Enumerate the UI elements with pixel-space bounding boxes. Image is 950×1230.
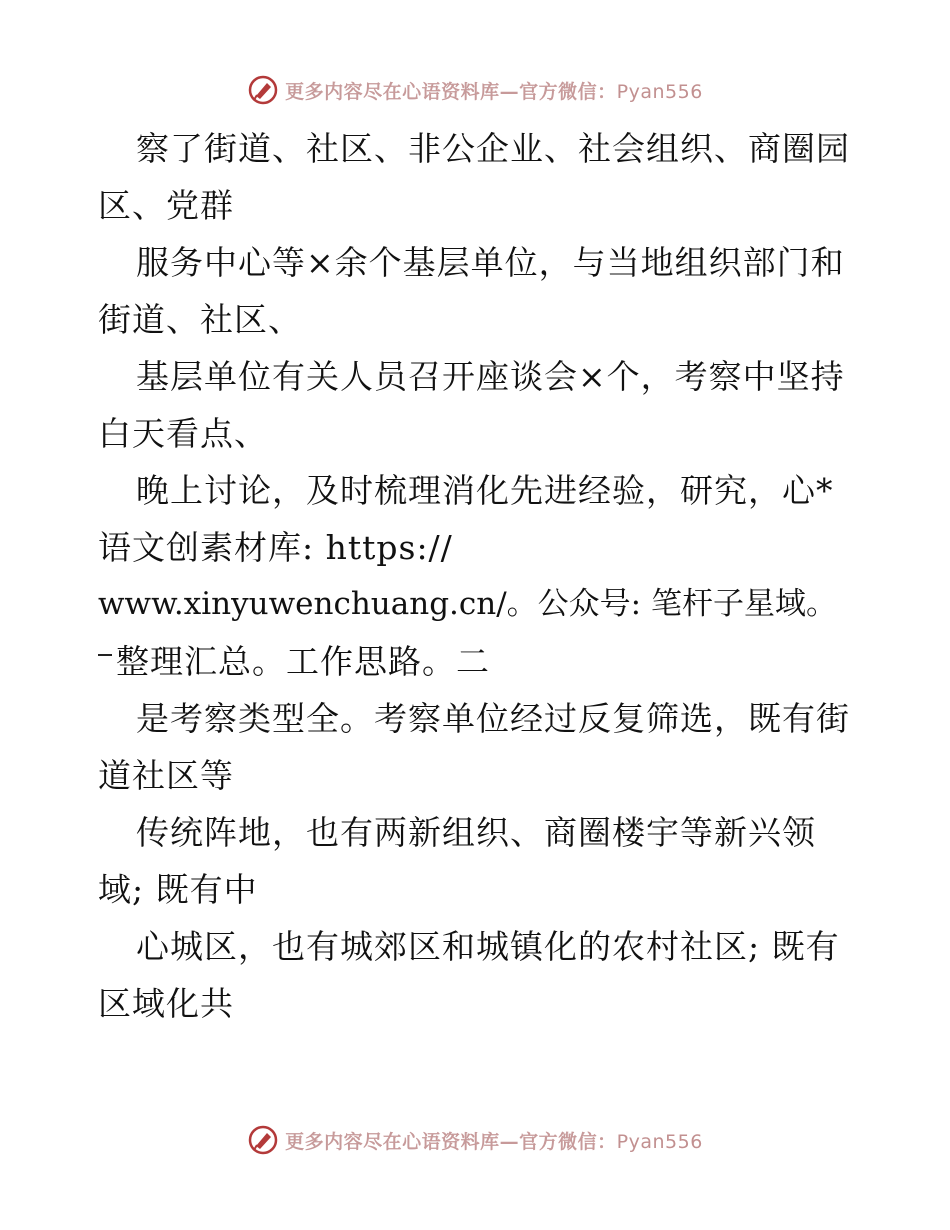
text-line: 服务中心等×余个基层单位，与当地组织部门和 <box>136 243 845 282</box>
banner-text <box>285 77 703 104</box>
text-line: 白天看点、 <box>98 414 268 453</box>
text-line-url: www.xinyuwenchuang.cn/。公众号: 笔杆子星域。 <box>98 586 837 622</box>
text-line: 整理汇总。工作思路。二 <box>116 642 490 681</box>
banner-wechat-id: Pyan556 <box>616 1130 703 1153</box>
text-line: 传统阵地，也有两新组织、商圈楼宇等新兴领 <box>136 813 816 852</box>
banner-main-text: 更多内容尽在心语资料库—官方微信： <box>285 80 617 103</box>
text-line: 晚上讨论，及时梳理消化先进经验，研究，心* <box>136 471 834 510</box>
banner-wechat-id: Pyan556 <box>616 80 703 103</box>
text-line: 心城区，也有城郊区和城镇化的农村社区; 既有 <box>136 927 840 966</box>
text-line: 道社区等 <box>98 756 234 795</box>
footer-banner <box>0 1120 950 1160</box>
document-body <box>98 120 858 1032</box>
text-line: 区域化共 <box>98 984 234 1023</box>
text-line: 是考察类型全。考察单位经过反复筛选，既有街 <box>136 699 850 738</box>
text-line: 域; 既有中 <box>98 870 258 909</box>
banner-main-text: 更多内容尽在心语资料库—官方微信： <box>285 1130 617 1153</box>
text-line: 街道、社区、 <box>98 300 302 339</box>
text-line: 察了街道、社区、非公企业、社会组织、商圈园 <box>136 129 850 168</box>
pen-nib-logo-icon <box>247 1124 279 1156</box>
overline-mark <box>98 654 112 656</box>
banner-text <box>285 1127 703 1154</box>
text-line: 区、党群 <box>98 186 234 225</box>
text-line: 基层单位有关人员召开座谈会×个，考察中坚持 <box>136 357 845 396</box>
header-banner <box>0 70 950 110</box>
pen-nib-logo-icon <box>247 74 279 106</box>
text-line-url: 语文创素材库: https:// <box>98 528 453 567</box>
